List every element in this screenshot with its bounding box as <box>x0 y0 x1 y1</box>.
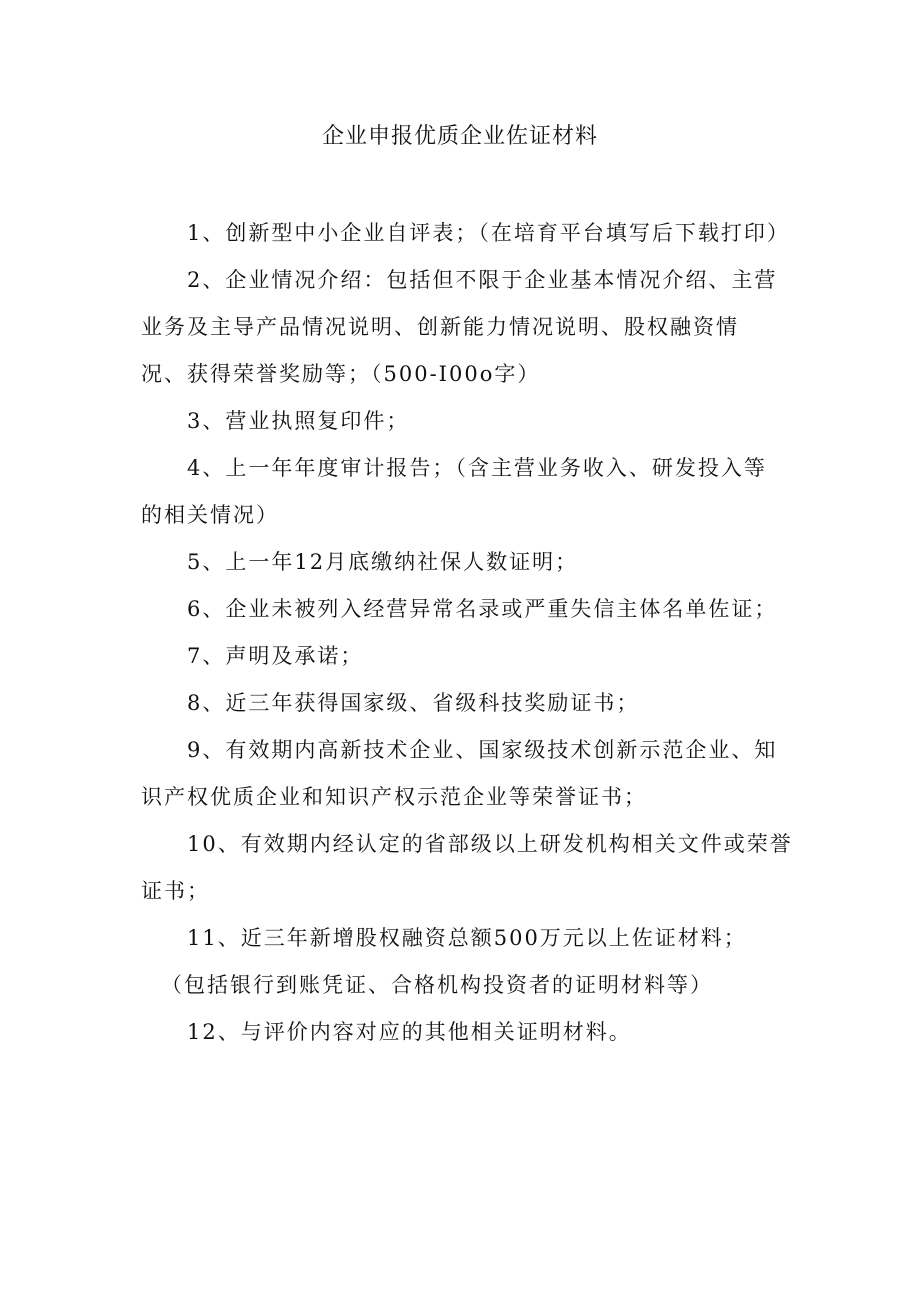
list-item-line: 3、营业执照复印件； <box>187 409 410 433</box>
list-item-11 <box>141 915 786 962</box>
list-item-line: 2、企业情况介绍：包括但不限于企业基本情况介绍、主营 <box>187 268 778 292</box>
document-title: 企业申报优质企业佐证材料 <box>321 124 598 149</box>
document-body <box>141 210 793 1056</box>
list-item-5 <box>141 539 786 586</box>
list-item-2 <box>141 257 786 398</box>
list-item-line: （包括银行到账凭证、合格机构投资者的证明材料等） <box>161 973 713 997</box>
list-item-line: 12、与评价内容对应的其他相关证明材料。 <box>187 1020 632 1044</box>
list-item-12 <box>141 1009 786 1056</box>
list-item-line: 7、声明及承诺； <box>187 644 364 668</box>
list-item-line: 证书； <box>141 879 210 903</box>
list-item-line: 11、近三年新增股权融资总额500万元以上佐证材料； <box>187 926 747 950</box>
list-item-line: 1、创新型中小企业自评表；（在培育平台填写后下载打印） <box>187 221 790 245</box>
list-item-line: 6、企业未被列入经营异常名录或严重失信主体名单佐证； <box>187 597 778 621</box>
list-item-line: 8、近三年获得国家级、省级科技奖励证书； <box>187 691 640 715</box>
list-item-line: 9、有效期内高新技术企业、国家级技术创新示范企业、知 <box>187 738 778 762</box>
list-item-line: 的相关情况） <box>141 503 279 527</box>
list-item-4 <box>141 445 786 539</box>
list-item-6 <box>141 586 786 633</box>
list-item-line: 业务及主导产品情况说明、创新能力情况说明、股权融资情 <box>141 315 739 339</box>
list-item-line: 5、上一年12月底缴纳社保人数证明； <box>187 550 579 574</box>
list-item-8 <box>141 680 786 727</box>
list-item-line: 识产权优质企业和知识产权示范企业等荣誉证书； <box>141 785 647 809</box>
list-item-1 <box>141 210 790 257</box>
list-item-9 <box>141 727 786 821</box>
list-item-line: 况、获得荣誉奖励等；（500-I00o字） <box>141 362 541 386</box>
list-item-3 <box>141 398 786 445</box>
list-item-line: 10、有效期内经认定的省部级以上研发机构相关文件或荣誉 <box>187 832 793 856</box>
list-item-line: 4、上一年年度审计报告；（含主营业务收入、研发投入等 <box>187 456 767 480</box>
list-item-11-note <box>141 962 786 1009</box>
list-item-7 <box>141 633 786 680</box>
list-item-10 <box>141 821 793 915</box>
